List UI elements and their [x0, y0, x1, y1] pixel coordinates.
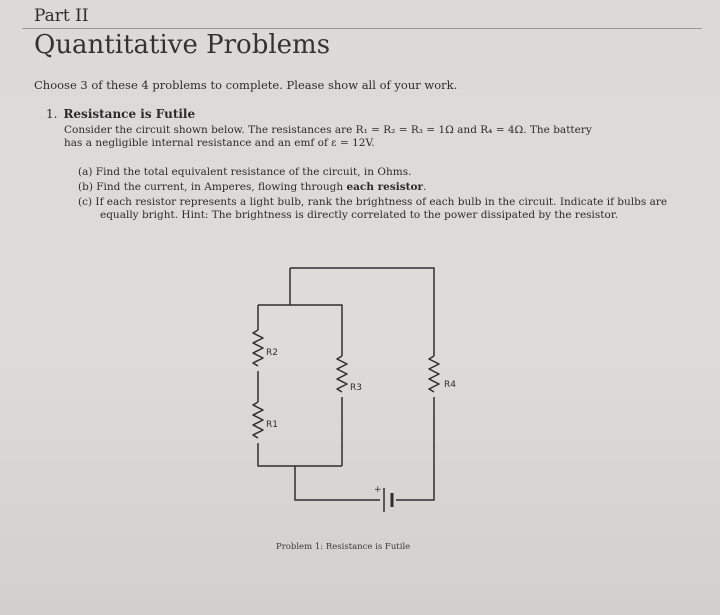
wire-bottom-left	[295, 466, 380, 500]
resistor-r3-zigzag	[337, 356, 347, 392]
resistor-r3-label: R3	[350, 383, 362, 393]
problem-statement-line-2: has a negligible internal resistance and an emf of ε = 12V.	[64, 137, 375, 149]
section-title: Quantitative Problems	[34, 30, 331, 60]
resistor-r4-zigzag	[429, 356, 439, 392]
part-c-text: If each resistor represents a light bulb, rank the brightness of each bulb in the circuit. Indicate if bulbs are equally bright. Hint: The brightness is directly correlated to the power dissipated by the resistor.	[95, 196, 668, 221]
problem-number: 1.	[46, 107, 58, 121]
wire-left-bottom	[258, 443, 342, 466]
resistor-r1-label: R1	[266, 420, 278, 430]
figure-caption: Problem 1: Resistance is Futile	[276, 542, 411, 552]
part-b-end: .	[423, 181, 427, 193]
resistor-r2-label: R2	[266, 348, 278, 358]
part-b-bold: each resistor	[346, 181, 424, 193]
resistor-r4-label: R4	[444, 380, 456, 390]
problem-title-text: Resistance is Futile	[63, 107, 196, 121]
wire-right-bottom	[396, 397, 434, 500]
problem-statement-line-1: Consider the circuit shown below. The resistances are R₁ = R₂ = R₃ = 1Ω and R₄ = 4Ω. The battery	[64, 124, 592, 136]
wire-inner-right-top	[290, 305, 342, 356]
instructions: Choose 3 of these 4 problems to complete. Please show all of your work.	[34, 78, 458, 92]
part-label: Part II	[34, 6, 89, 26]
part-c-label: (c)	[78, 196, 93, 208]
part-a-text: Find the total equivalent resistance of the circuit, in Ohms.	[95, 166, 412, 178]
resistor-r1-zigzag	[253, 402, 263, 438]
wire-inner-top	[258, 268, 290, 305]
wire-top	[290, 268, 434, 356]
part-b-text: Find the current, in Amperes, flowing through	[96, 181, 347, 193]
part-b-label: (b)	[78, 181, 93, 193]
resistor-r2-zigzag	[253, 330, 263, 366]
battery-plus-sign: +	[374, 485, 382, 495]
part-a-label: (a)	[78, 166, 93, 178]
